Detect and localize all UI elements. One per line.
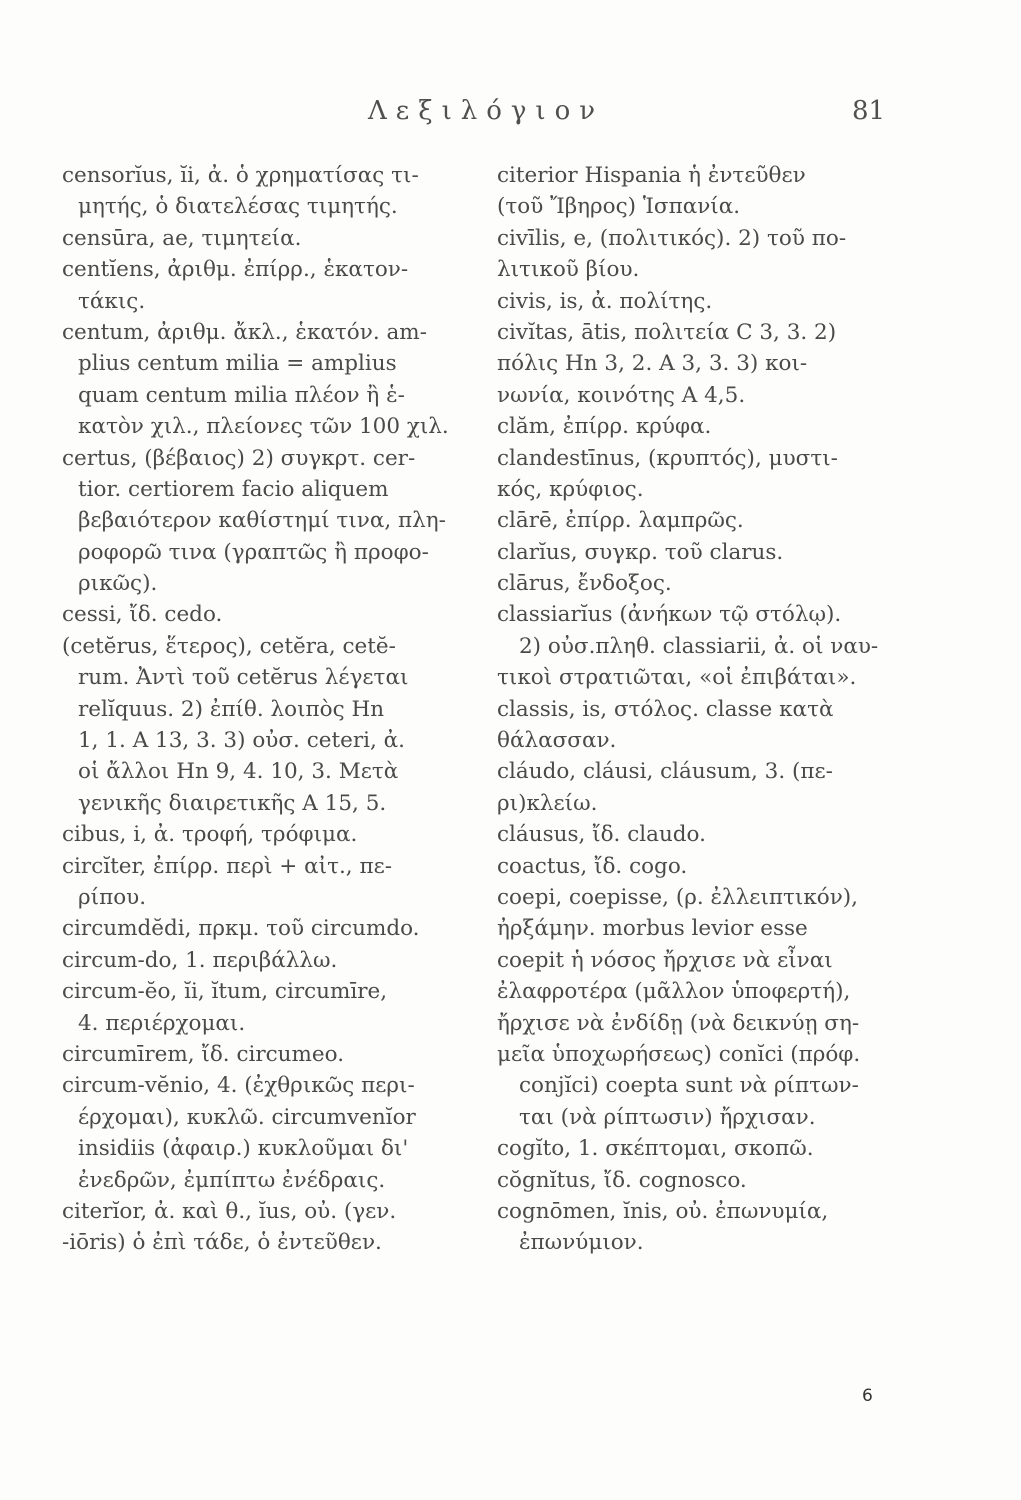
glossary-line: civīlis, e, (πολιτικός). 2) τοῦ πο- <box>497 225 847 251</box>
glossary-line: clăm, ἐπίρρ. κρύφα. <box>497 414 712 440</box>
glossary-line: έρχομαι), κυκλῶ. circumvenĭor <box>78 1104 416 1130</box>
right-column <box>497 160 917 1259</box>
glossary-line: conjĭci) coepta sunt νὰ ρίπτων- <box>519 1073 859 1099</box>
glossary-line: clarĭus, συγκρ. τοῦ clarus. <box>497 539 784 565</box>
signature-mark: 6 <box>862 1386 873 1406</box>
glossary-line: censūra, ae, τιμητεία. <box>62 225 302 251</box>
glossary-line: ἐπωνύμιον. <box>519 1230 644 1256</box>
glossary-line: rum. Ἀντὶ τοῦ cetĕrus λέγεται <box>78 665 409 691</box>
glossary-line: (τοῦ Ἴβηρος) Ἱσπανία. <box>497 194 741 220</box>
glossary-line: centum, ἀριθμ. ἄκλ., ἑκατόν. am- <box>62 319 427 345</box>
glossary-line: coepit ἡ νόσος ἤρχισε νὰ εἶναι <box>497 947 833 973</box>
glossary-line: classiarĭus (ἀνήκων τῷ στόλῳ). <box>497 602 842 628</box>
glossary-line: classis, is, στόλος. classe κατὰ <box>497 696 834 722</box>
glossary-line: tior. certiorem facio aliquem <box>78 476 389 502</box>
glossary-line: cŏgnĭtus, ἴδ. cognosco. <box>497 1167 747 1193</box>
glossary-line: βεβαιότερον καθίστημί τινα, πλη- <box>78 508 446 534</box>
glossary-line: μεῖα ὑποχωρήσεως) conĭci (πρόφ. <box>497 1041 861 1067</box>
glossary-line: ἐλαφροτέρα (μᾶλλον ὑποφερτή), <box>497 979 851 1005</box>
glossary-line: κατὸν χιλ., πλείονες τῶν 100 χιλ. <box>78 414 449 440</box>
glossary-line: certus, (βέβαιος) 2) συγκρτ. cer- <box>62 445 416 471</box>
glossary-line: κός, κρύφιος. <box>497 476 644 502</box>
glossary-line: quam centum milia πλέον ἢ ἑ- <box>78 382 405 408</box>
glossary-line: ρίπου. <box>78 884 147 910</box>
glossary-line: λιτικοῦ βίου. <box>497 257 640 283</box>
glossary-line: coactus, ἴδ. cogo. <box>497 853 688 879</box>
glossary-line: ἤρχισε νὰ ἐνδίδῃ (νὰ δεικνύῃ ση- <box>497 1010 860 1036</box>
glossary-line: civĭtas, ātis, πολιτεία C 3, 3. 2) <box>497 319 837 345</box>
glossary-line: cessi, ἴδ. cedo. <box>62 602 223 628</box>
glossary-line: citerĭor, ἀ. καὶ θ., ĭus, οὐ. (γεν. <box>62 1198 397 1224</box>
glossary-line: ἐνεδρῶν, ἐμπίπτω ἐνέδραις. <box>78 1167 386 1193</box>
glossary-line: cognōmen, ĭnis, οὐ. ἐπωνυμία, <box>497 1198 829 1224</box>
glossary-line: circĭter, ἐπίρρ. περὶ + αἰτ., πε- <box>62 853 393 879</box>
glossary-line: ρικῶς). <box>78 571 158 597</box>
glossary-line: circumīrem, ἴδ. circumeo. <box>62 1041 345 1067</box>
glossary-line: clārē, ἐπίρρ. λαμπρῶς. <box>497 508 744 534</box>
glossary-line: 1, 1. A 13, 3. 3) οὐσ. ceteri, ἀ. <box>78 728 405 754</box>
glossary-line: clandestīnus, (κρυπτός), μυστι- <box>497 445 838 471</box>
glossary-line: relĭquus. 2) ἐπίθ. λοιπὸς Hn <box>78 696 385 722</box>
glossary-line: μητής, ὁ διατελέσας τιμητής. <box>78 194 398 220</box>
glossary-line: ἠρξάμην. morbus levior esse <box>497 916 808 942</box>
glossary-line: censorĭus, ĭi, ἀ. ὁ χρηματίσας τι- <box>62 163 419 188</box>
glossary-line: citerior Hispania ἡ ἐντεῦθεν <box>497 163 806 188</box>
glossary-line: (cetĕrus, ἕτερος), cetĕra, cetĕ- <box>62 633 396 659</box>
glossary-line: γενικῆς διαιρετικῆς A 15, 5. <box>78 790 387 816</box>
glossary-line: νωνία, κοινότης A 4,5. <box>497 382 746 408</box>
glossary-line: ρι)κλείω. <box>497 790 598 816</box>
left-column <box>62 160 480 1259</box>
glossary-line: -iōris) ὁ ἐπὶ τάδε, ὁ ἐντεῦθεν. <box>62 1230 382 1256</box>
glossary-line: cibus, i, ἀ. τροφή, τρόφιμα. <box>62 822 358 848</box>
page-header <box>0 96 1021 136</box>
glossary-line: civis, is, ἀ. πολίτης. <box>497 288 713 314</box>
glossary-line: plius centum milia = amplius <box>78 351 397 377</box>
page-number: 81 <box>852 96 886 126</box>
glossary-line: cláudo, cláusi, cláusum, 3. (πε- <box>497 759 833 785</box>
glossary-line: circumdĕdi, πρκμ. τοῦ circumdo. <box>62 916 420 942</box>
glossary-line: clārus, ἔνδοξος. <box>497 571 672 597</box>
glossary-line: circum-ĕo, ĭi, ĭtum, circumīre, <box>62 979 388 1005</box>
glossary-line: 2) οὐσ.πληθ. classiarii, ἀ. οἱ ναυ- <box>519 633 879 659</box>
glossary-line: centĭens, ἀριθμ. ἐπίρρ., ἑκατον- <box>62 257 409 283</box>
glossary-line: circum-vĕnio, 4. (ἐχθρικῶς περι- <box>62 1073 415 1099</box>
glossary-line: ται (νὰ ρίπτωσιν) ἤρχισαν. <box>519 1104 816 1130</box>
glossary-line: 4. περιέρχομαι. <box>78 1010 246 1036</box>
glossary-line: τικοὶ στρατιῶται, «οἱ ἐπιβάται». <box>497 665 857 691</box>
glossary-line: ροφορῶ τινα (γραπτῶς ἢ προφο- <box>78 539 429 565</box>
glossary-line: insidiis (ἀφαιρ.) κυκλοῦμαι δι' <box>78 1136 409 1162</box>
glossary-line: circum-do, 1. περιβάλλω. <box>62 947 338 973</box>
glossary-line: cogĭto, 1. σκέπτομαι, σκοπῶ. <box>497 1136 814 1162</box>
glossary-line: cláusus, ἴδ. claudo. <box>497 822 706 848</box>
glossary-line: θάλασσαν. <box>497 728 617 754</box>
glossary-line: οἱ ἄλλοι Hn 9, 4. 10, 3. Μετὰ <box>78 759 399 785</box>
glossary-line: coepi, coepisse, (ρ. ἐλλειπτικόν), <box>497 884 859 910</box>
glossary-line: πόλις Hn 3, 2. A 3, 3. 3) κοι- <box>497 351 808 377</box>
glossary-line: τάκις. <box>78 288 146 314</box>
running-title: Λεξιλόγιον <box>368 96 605 126</box>
